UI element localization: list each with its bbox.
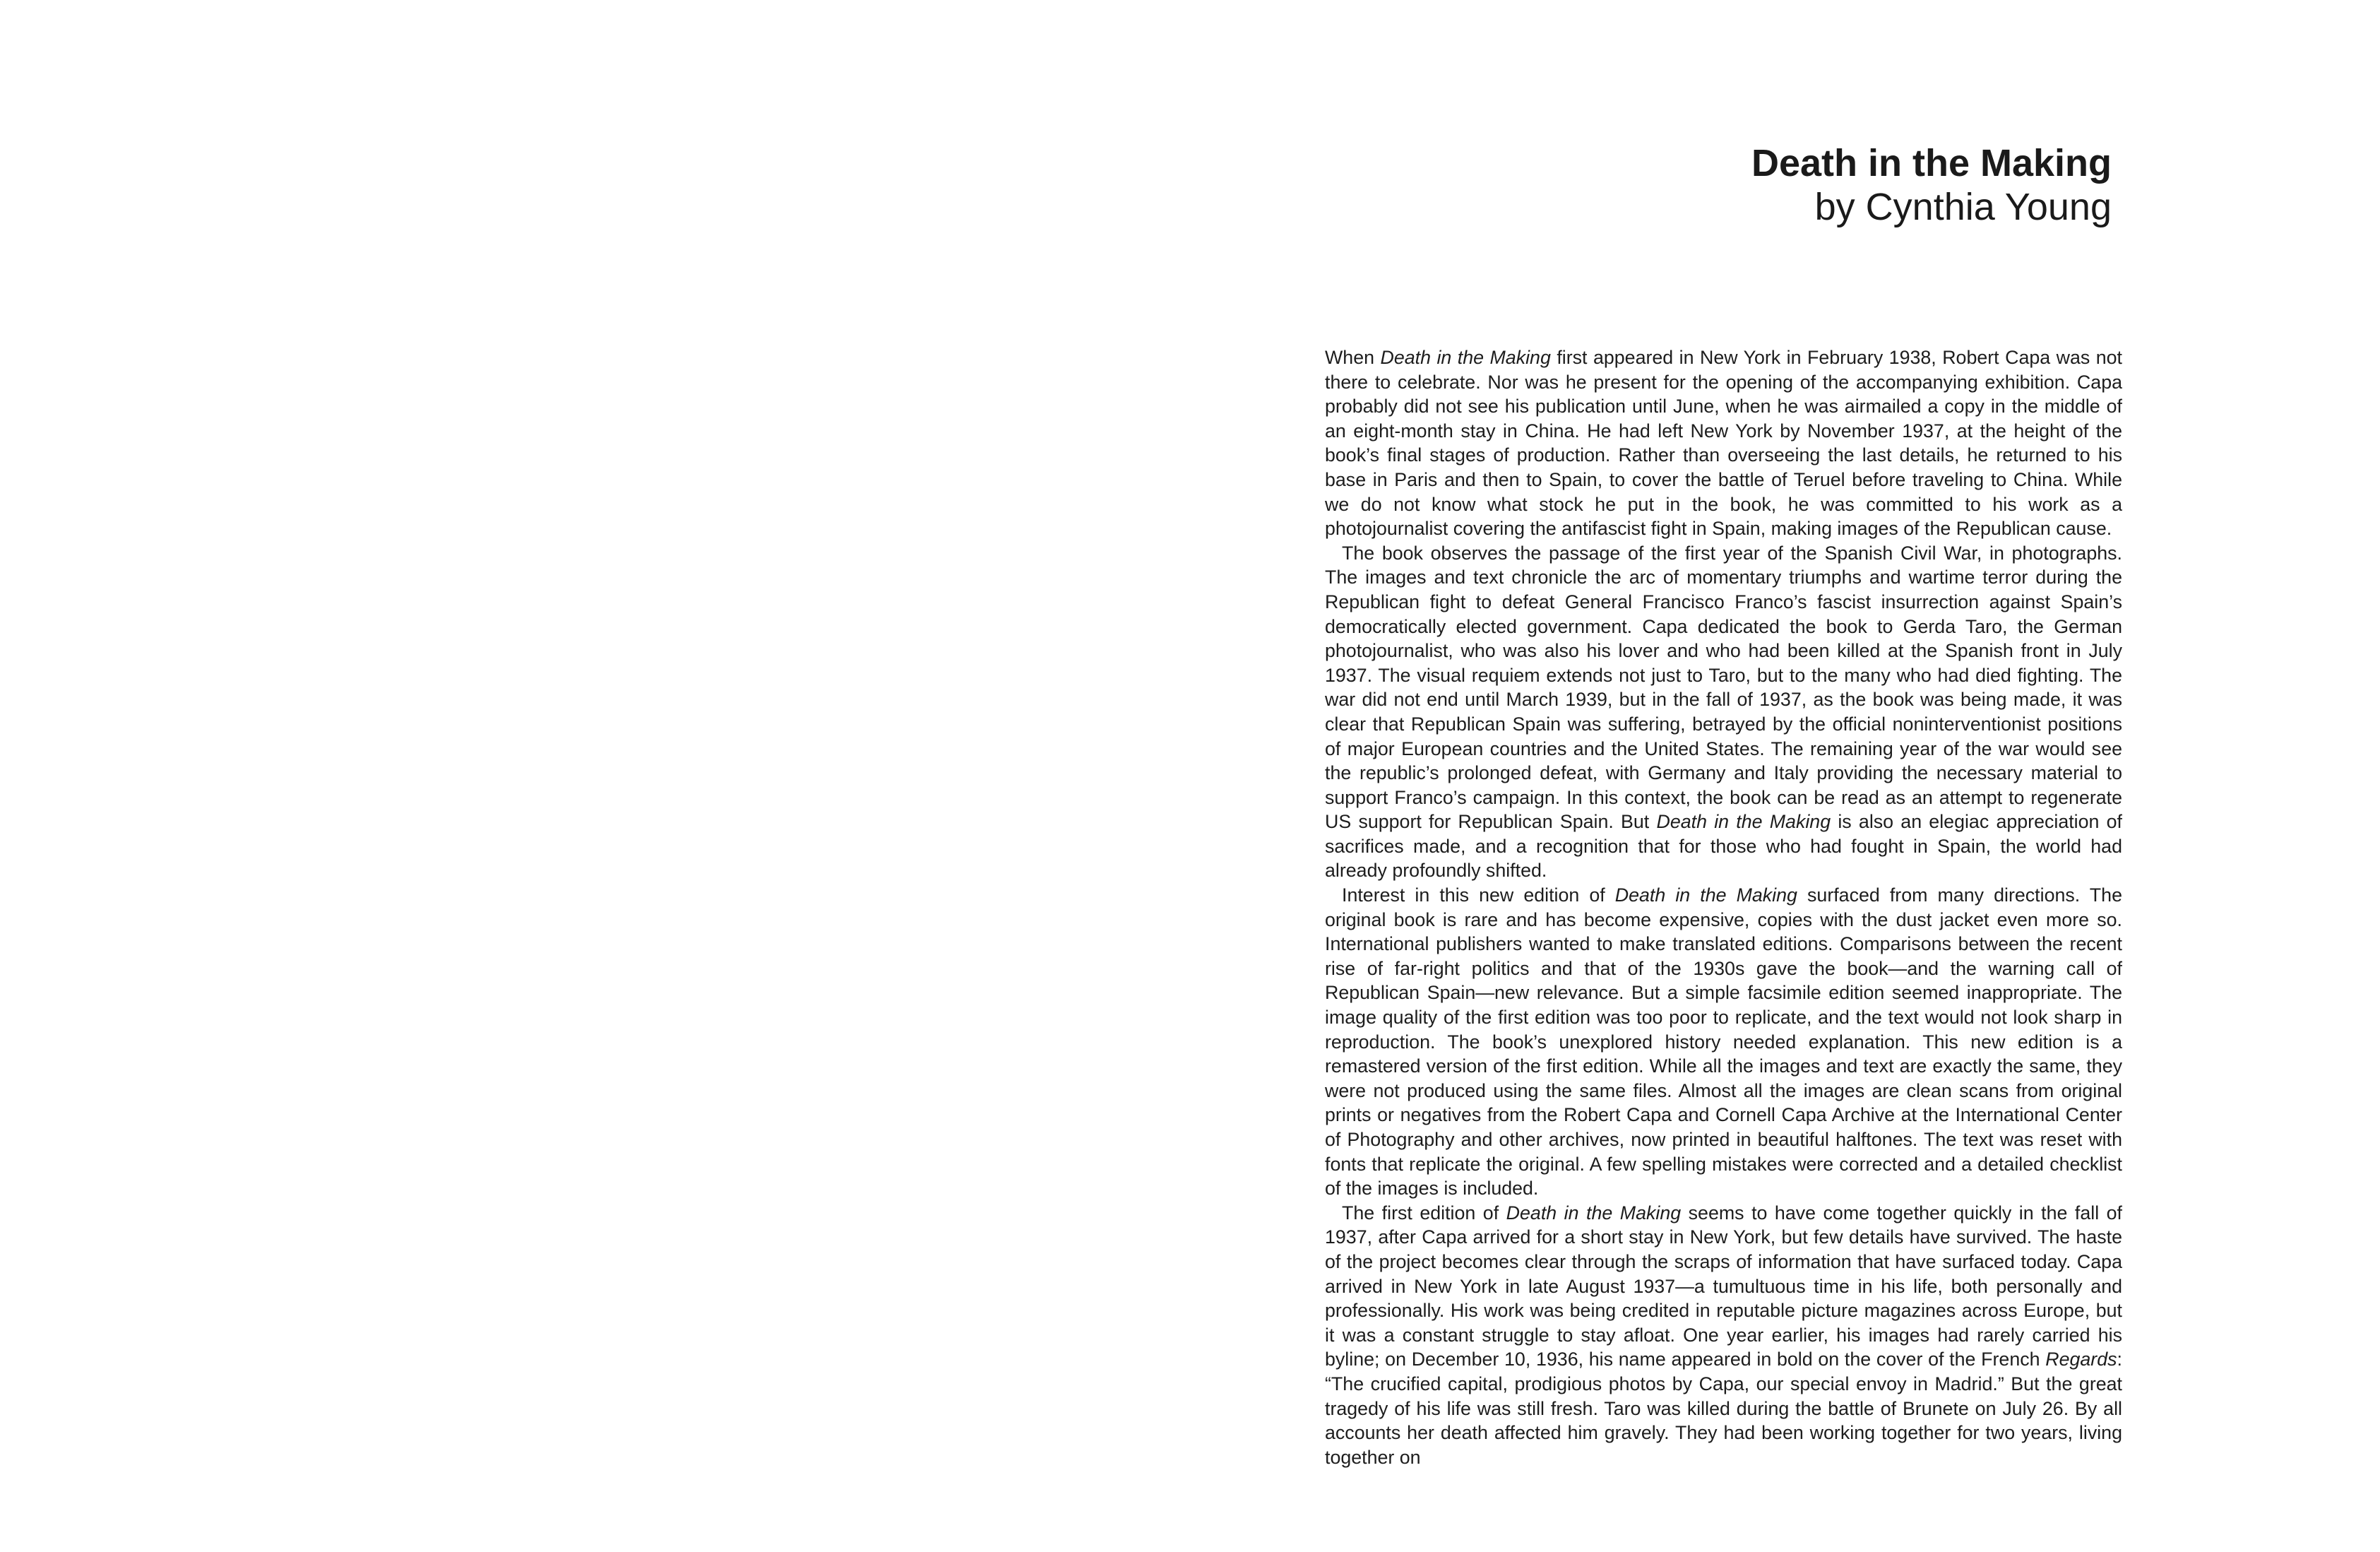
- book-title-italic: Death in the Making: [1614, 884, 1797, 906]
- right-page: [1190, 0, 2380, 1552]
- title-block: [1751, 141, 2112, 229]
- text-segment: seems to have come together quickly in the fall of 1937, after Capa arrived for a short stay in New York, but few details have survived. The haste of the project becomes clear through the scraps of information that have surfaced today. Capa arrived in New York in late August 1937—a tumultuous time in his life, both personally and professionally. His work was being credited in reputable picture magazines across Europe, but it was a constant struggle to stay afloat. One year earlier, his images had rarely carried his byline; on December 10, 1936, his name appeared in bold on the cover of the French: [1325, 1202, 2122, 1370]
- text-segment: When: [1325, 347, 1381, 368]
- paragraph-3: [1325, 883, 2122, 1201]
- text-segment: surfaced from many directions. The original book is rare and has become expensive, copies with the dust jacket even more so. International publishers wanted to make translated editions. Comparisons between the recent rise of far-right politics and that of the 1930s gave the book—and the warning call of Republican Spain—new relevance. But a simple facsimile edition seemed inappropriate. The image quality of the first edition was too poor to replicate, and the text would not look sharp in reproduction. The book’s unexplored history needed explanation. This new edition is a remastered version of the first edition. While all the images and text are exactly the same, they were not produced using the same files. Almost all the images are clean scans from original prints or negatives from the Robert Capa and Cornell Capa Archive at the International Center of Photography and other archives, now printed in beautiful halftones. The text was reset with fonts that replicate the original. A few spelling mistakes were corrected and a detailed checklist of the images is included.: [1325, 884, 2122, 1199]
- book-title-italic: Death in the Making: [1506, 1202, 1682, 1224]
- text-segment: The first edition of: [1342, 1202, 1506, 1224]
- essay-title: Death in the Making: [1751, 142, 2112, 184]
- text-segment: Interest in this new edition of: [1342, 884, 1615, 906]
- paragraph-2: [1325, 541, 2122, 883]
- magazine-title-italic: Regards: [2045, 1349, 2117, 1370]
- text-segment: is also an elegiac appreciation of sacrifices made, and a recognition that for those who had fought in Spain, the world had already profoundly shifted.: [1325, 811, 2123, 882]
- book-title-italic: Death in the Making: [1656, 811, 1831, 833]
- text-segment: first appeared in New York in February 1938, Robert Capa was not there to celebrate. Nor was he present for the opening of the accompanying exhibition. Capa probably did not see his publication until June, when he was airmailed a copy in the middle of an eight-month stay in China. He had left New York by November 1937, at the height of the book’s final stages of production. Rather than overseeing the last details, he returned to his base in Paris and then to Spain, to cover the battle of Teruel before traveling to China. While we do not know what stock he put in the book, he was committed to his work as a photojournalist covering the antifascist fight in Spain, making images of the Republican cause.: [1325, 347, 2122, 540]
- essay-body: [1325, 345, 2122, 1469]
- essay-author: by Cynthia Young: [1814, 186, 2112, 228]
- text-segment: The book observes the passage of the first year of the Spanish Civil War, in photographs. The images and text chronicle the arc of momentary triumphs and wartime terror during the Republican fight to defeat General Francisco Franco’s fascist insurrection against Spain’s democratically elected government. Capa dedicated the book to Gerda Taro, the German photojournalist, who was also his lover and who had been killed at the Spanish front in July 1937. The visual requiem extends not just to Taro, but to the many who had died fighting. The war did not end until March 1939, but in the fall of 1937, as the book was being made, it was clear that Republican Spain was suffering, betrayed by the official noninterventionist positions of major European countries and the United States. The remaining year of the war would see the republic’s prolonged defeat, with Germany and Italy providing the necessary material to support Franco’s campaign. In this context, the book can be read as an attempt to regenerate US support for Republican Spain. But: [1325, 542, 2122, 833]
- paragraph-4: [1325, 1201, 2122, 1470]
- book-title-italic: Death in the Making: [1380, 347, 1551, 368]
- paragraph-1: [1325, 345, 2122, 541]
- text-segment: : “The crucified capital, prodigious photos by Capa, our special envoy in Madrid.” But the great tragedy of his life was still fresh. Taro was killed during the battle of Brunete on July 26. By all accounts her death affected him gravely. They had been working together for two years, living together on: [1325, 1349, 2122, 1468]
